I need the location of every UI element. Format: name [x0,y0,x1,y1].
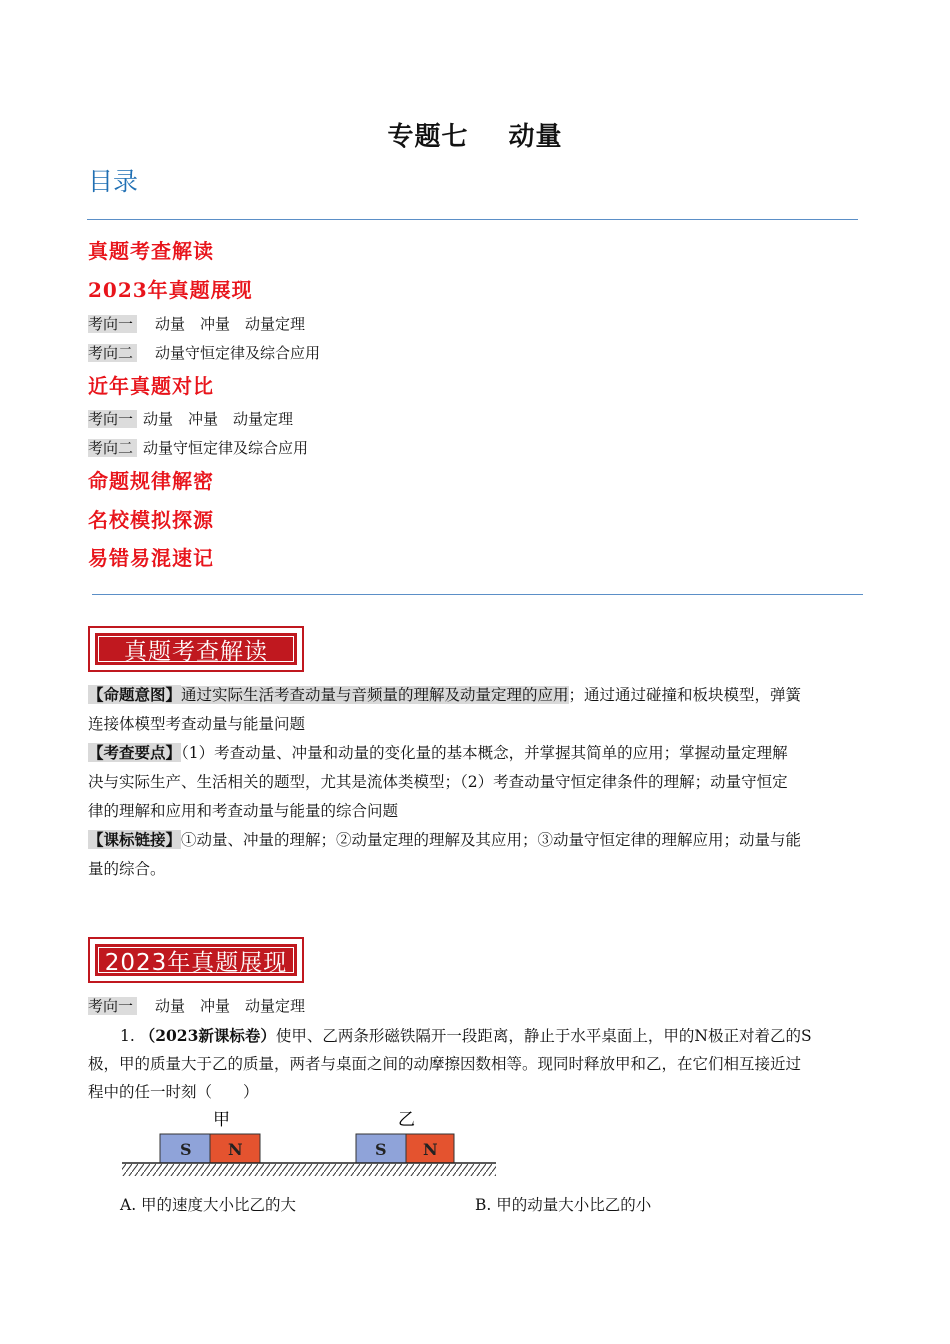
points-text: （1）考查动量、冲量和动量的变化量的基本概念，并掌握其简单的应用；掌握动量定理解 [181,744,788,762]
question-number: 1. [120,1027,135,1045]
section-banner-1 [88,626,304,672]
question-text-3: 程中的任一时刻（ ） [88,1083,259,1101]
sub-text: 动量 冲量 动量定理 [155,997,306,1015]
toc-sub-text: 动量 冲量 动量定理 [143,410,294,428]
points-tag: 【考查要点】 [88,743,182,762]
toc-sub-1[interactable] [88,313,305,334]
magnet-a-n-text: N [228,1140,243,1159]
toc-link-jinnian[interactable]: 近年真题对比 [88,374,214,398]
toc-link-2023[interactable]: 2023年真题展现 [88,278,253,302]
toc-sub-tag: 考向一 [88,410,137,428]
intent-text-2: 连接体模型考查动量与能量问题 [88,715,306,733]
toc-sub-text: 动量守恒定律及综合应用 [143,439,309,457]
question-text-2: 极，甲的质量大于乙的质量，两者与桌面之间的动摩擦因数相等。现同时释放甲和乙，在它们相互接近过 [88,1055,802,1073]
link-text-2: 量的综合。 [88,860,166,878]
magnet-b-s-text: S [375,1140,387,1159]
question-text: 使甲、乙两条形磁铁隔开一段距离，静止于水平桌面上，甲的N极正对着乙的S [275,1027,812,1045]
intent-paragraph [88,680,864,739]
banner-text: 2023年真题展现 [104,949,288,976]
divider-mid [92,594,863,595]
toc-sub-text: 动量 冲量 动量定理 [155,315,306,333]
table-hatch [122,1164,496,1176]
toc-sub-text: 动量守恒定律及综合应用 [155,344,321,362]
points-paragraph [88,738,864,826]
divider-top [87,219,858,220]
link-tag: 【课标链接】 [88,830,182,849]
option-b[interactable]: B. 甲的动量大小比乙的小 [475,1196,652,1214]
intent-text: ；通过通过碰撞和板块模型，弹簧 [568,686,802,704]
magnet-a-label: 甲 [213,1110,230,1130]
intent-tag: 【命题意图】 [88,685,182,704]
sub-tag: 考向一 [88,997,137,1015]
toc-sub-tag: 考向二 [88,439,137,457]
link-text: ①动量、冲量的理解；②动量定理的理解及其应用；③动量守恒定律的理解应用；动量与能 [181,831,802,849]
intent-highlight: 通过实际生活考查动量与音频量的理解及动量定理的应用 [181,686,569,704]
title-left: 专题七 [387,122,469,152]
magnets-figure [120,1100,500,1185]
toc-sub-tag: 考向一 [88,315,137,333]
toc-sub-2[interactable] [88,342,320,363]
toc-heading: 目录 [88,167,139,196]
option-a[interactable]: A. 甲的速度大小比乙的大 [120,1196,297,1214]
points-text-2: 决与实际生产、生活相关的题型，尤其是流体类模型；（2）考查动量守恒定律条件的理解；动量守恒定 [88,773,788,791]
toc-link-guilv[interactable]: 命题规律解密 [88,469,214,493]
question-1 [88,1022,864,1106]
toc-link-yicuo[interactable]: 易错易混速记 [88,546,214,570]
toc-sub-tag: 考向二 [88,344,137,362]
section-banner-2 [88,937,304,983]
toc-sub-4[interactable] [88,437,308,458]
points-text-3: 律的理解和应用和考查动量与能量的综合问题 [88,802,399,820]
question-source: （2023新课标卷） [139,1026,276,1045]
toc-sub-3[interactable] [88,408,293,429]
toc-link-mingxiao[interactable]: 名校模拟探源 [88,508,214,532]
magnet-b-label: 乙 [398,1110,415,1130]
link-paragraph [88,825,864,884]
section2-sub [88,995,305,1016]
magnet-a-s-text: S [180,1140,192,1159]
magnet-b-n-text: N [423,1140,438,1159]
toc-link-zhenti-jiedu[interactable]: 真题考查解读 [88,239,214,263]
page-title [0,116,950,153]
title-right: 动量 [508,122,563,152]
banner-text: 真题考查解读 [124,638,268,665]
